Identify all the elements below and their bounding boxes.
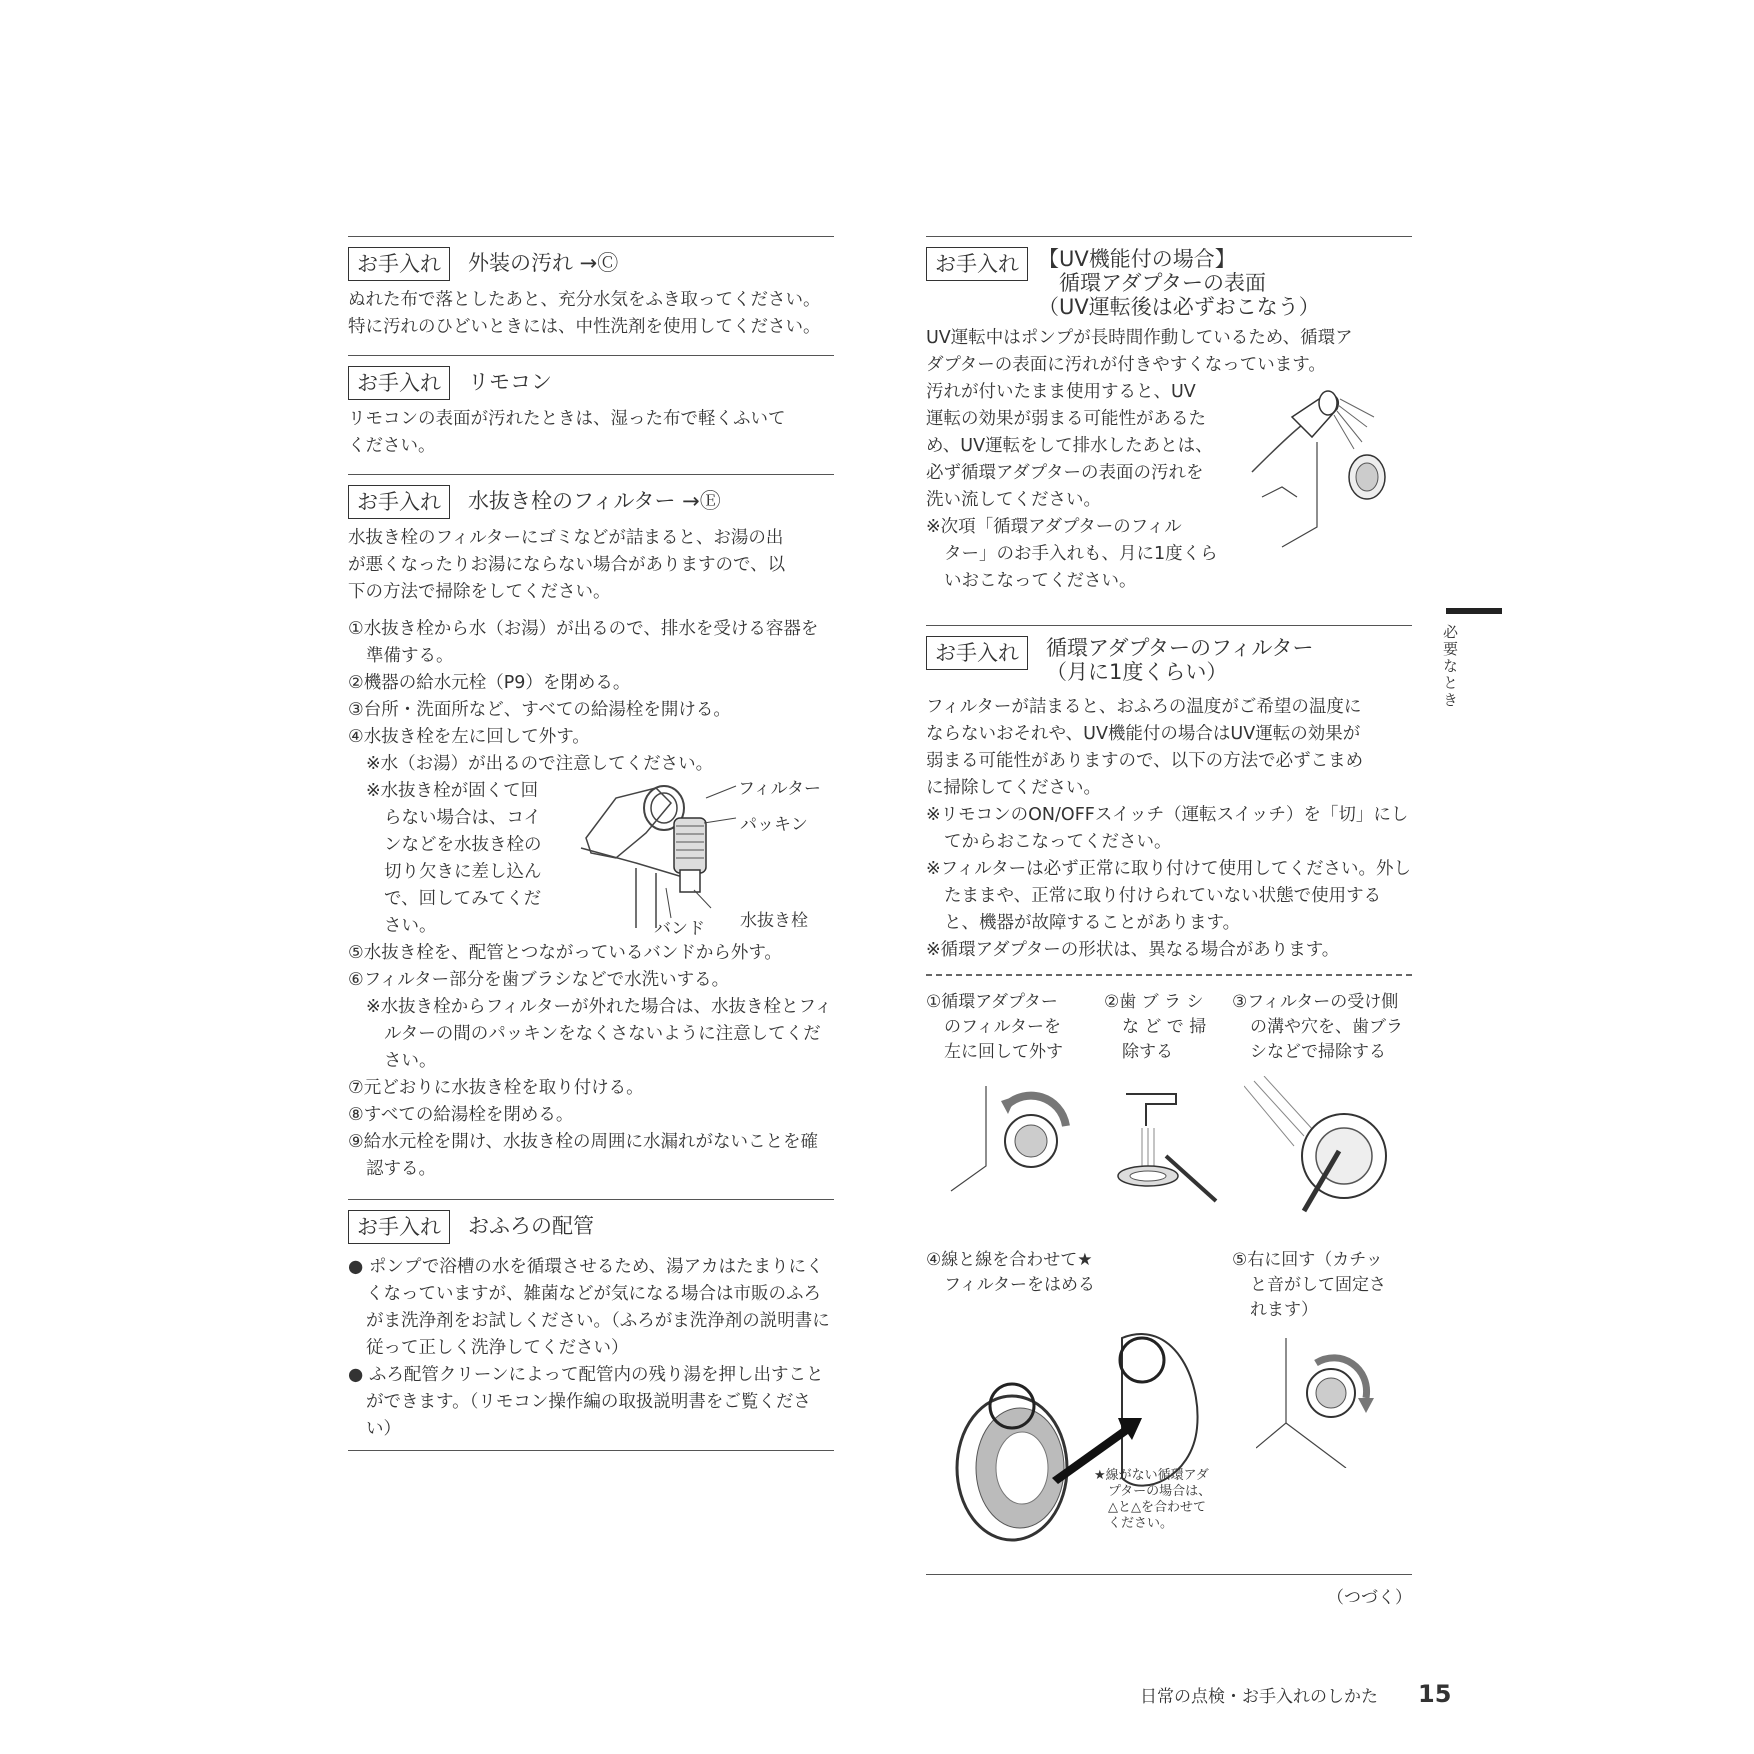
note-packing: ※水抜き栓からフィルターが外れた場合は、水抜き栓とフィルターの間のパッキンをなくさないように注意してください。 <box>366 997 833 1071</box>
side-tab-label: 必要なとき <box>1441 624 1459 709</box>
section-title: リモコン <box>468 370 552 394</box>
section-title: 水抜き栓のフィルター →Ⓔ <box>468 489 721 513</box>
step-2-illustration <box>1106 1076 1236 1206</box>
label-band: バンド <box>654 919 705 939</box>
step-1: ①水抜き栓から水（お湯）が出るので、排水を受ける容器を準備する。 <box>348 619 819 666</box>
continued-label: （つづく） <box>1327 1588 1412 1608</box>
step-5-caption: ⑤右に回す（カチッ と音がして固定さ れます） <box>1232 1250 1386 1320</box>
section-exterior <box>348 236 834 355</box>
note: ※循環アダプターの形状は、異なる場合があります。 <box>926 940 1340 960</box>
step-8: ⑧すべての給湯栓を閉める。 <box>348 1105 574 1125</box>
section-uv-adapter <box>926 236 1412 625</box>
section-adapter-filter <box>926 625 1412 1575</box>
side-tab-bar <box>1446 608 1502 614</box>
section-title: 【UV機能付の場合】 循環アダプターの表面 （UV運転後は必ずおこなう） <box>1038 247 1320 319</box>
step-4: ④水抜き栓を左に回して外す。 <box>348 727 590 747</box>
section-body: ぬれた布で落としたあと、充分水気をふき取ってください。 特に汚れのひどいときには、中性洗剤を使用してください。 <box>348 290 821 337</box>
step-list <box>348 616 834 1183</box>
star-note: ★線がない循環アダ プターの場合は、 △と△を合わせて ください。 <box>1094 1468 1212 1531</box>
bullet-item: ● ポンプで浴槽の水を循環させるため、湯アカはたまりにくくなっていますが、雑菌などが気になる場合は市販のふろがま洗浄剤をお試しください。（ふろがま洗浄剤の説明書に従って正しく洗浄してください） <box>348 1257 830 1358</box>
drain-plug-illustration <box>576 778 746 928</box>
page-number: 15 <box>1418 1680 1452 1708</box>
care-tag: お手入れ <box>348 247 450 281</box>
step-7: ⑦元どおりに水抜き栓を取り付ける。 <box>348 1078 644 1098</box>
section-body: 水抜き栓のフィルターにゴミなどが詰まると、お湯の出 が悪くなったりお湯にならない場合がありますので、以 下の方法で掃除をしてください。 <box>348 528 786 602</box>
step-6: ⑥フィルター部分を歯ブラシなどで水洗いする。 <box>348 970 730 990</box>
note-water: ※水（お湯）が出るので注意してください。 <box>366 754 714 774</box>
step-5: ⑤水抜き栓を、配管とつながっているバンドから外す。 <box>348 943 782 963</box>
section-body: フィルターが詰まると、おふろの温度がご希望の温度に ならないおそれや、UV機能付の場合はUV運転の効果が 弱まる可能性がありますので、以下の方法で必ずこまめ に掃除してください。 ※リモコンのON/OFFスイッチ（運転スイッチ）を「切」にしてからおこなってください。 ※フィルターは必ず正常に取り付けて使用してください。外したままや、正常に取り付けられていない状態で使用すると、機器が故障することがあります。 ※循環アダプターの形状は、異なる場合があります。 <box>926 694 1412 964</box>
bullet-item: ● ふろ配管クリーンによって配管内の残り湯を押し出すことができます。（リモコン操作編の取扱説明書をご覧ください） <box>348 1365 824 1439</box>
section-title: 外装の汚れ →Ⓒ <box>468 251 619 275</box>
note: ※フィルターは必ず正常に取り付けて使用してください。外したままや、正常に取り付けられていない状態で使用すると、機器が故障することがあります。 <box>926 859 1412 933</box>
step-2-caption: ②歯 ブ ラ シ な ど で 掃 除する <box>1104 992 1207 1062</box>
left-column <box>348 236 834 1451</box>
care-tag: お手入れ <box>926 636 1028 670</box>
dashed-divider <box>926 974 1412 976</box>
step-9: ⑨給水元栓を開け、水抜き栓の周囲に水漏れがないことを確認する。 <box>348 1132 818 1179</box>
section-title: 循環アダプターのフィルター （月に1度くらい） <box>1046 636 1314 684</box>
bullet-list <box>348 1254 834 1443</box>
note: ※リモコンのON/OFFスイッチ（運転スイッチ）を「切」にしてからおこなってください。 <box>926 805 1409 852</box>
step-2: ②機器の給水元栓（P9）を閉める。 <box>348 673 631 693</box>
step-3-illustration <box>1244 1076 1412 1216</box>
care-tag: お手入れ <box>926 247 1028 281</box>
section-remote <box>348 355 834 474</box>
label-packing: パッキン <box>740 815 808 835</box>
care-tag: お手入れ <box>348 366 450 400</box>
footer <box>1140 1680 1451 1708</box>
section-title: おふろの配管 <box>468 1214 594 1238</box>
label-filter: フィルター <box>738 779 821 799</box>
step-4-caption: ④線と線を合わせて★ フィルターをはめる <box>926 1250 1095 1295</box>
section-drain-filter <box>348 474 834 1199</box>
care-tag: お手入れ <box>348 1210 450 1244</box>
shower-rinse-illustration <box>1242 387 1412 557</box>
drain-figure-block <box>348 778 834 940</box>
footer-title: 日常の点検・お手入れのしかた <box>1140 1687 1378 1707</box>
step-3: ③台所・洗面所など、すべての給湯栓を開ける。 <box>348 700 731 720</box>
right-column <box>926 236 1412 1608</box>
section-bath-piping <box>348 1199 834 1451</box>
note-coin: ※水抜き栓が固くて回 らない場合は、コイ ンなどを水抜き栓の 切り欠きに差し込ん で、回してみてくだ さい。 <box>366 781 542 936</box>
section-body: UV運転中はポンプが長時間作動しているため、循環ア ダプターの表面に汚れが付きやすくなっています。 汚れが付いたまま使用すると、UV 運転の効果が弱まる可能性があるた め、UV運転をして排水したあとは、 必ず循環アダプターの表面の汚れを 洗い流してください。 ※次項「循環アダプターのフィル ター」のお手入れも、月に1度くら いおこなってください。 <box>926 328 1353 591</box>
step-5-illustration <box>1256 1338 1406 1468</box>
step-1-illustration <box>946 1076 1096 1206</box>
step-3-caption: ③フィルターの受け側 の溝や穴を、歯ブラ シなどで掃除する <box>1232 992 1403 1062</box>
section-body: リモコンの表面が汚れたときは、湿った布で軽くふいて ください。 <box>348 409 786 456</box>
care-tag: お手入れ <box>348 485 450 519</box>
step-1-caption: ①循環アダプター のフィルターを 左に回して外す <box>926 992 1063 1062</box>
label-drain-plug: 水抜き栓 <box>740 911 808 931</box>
